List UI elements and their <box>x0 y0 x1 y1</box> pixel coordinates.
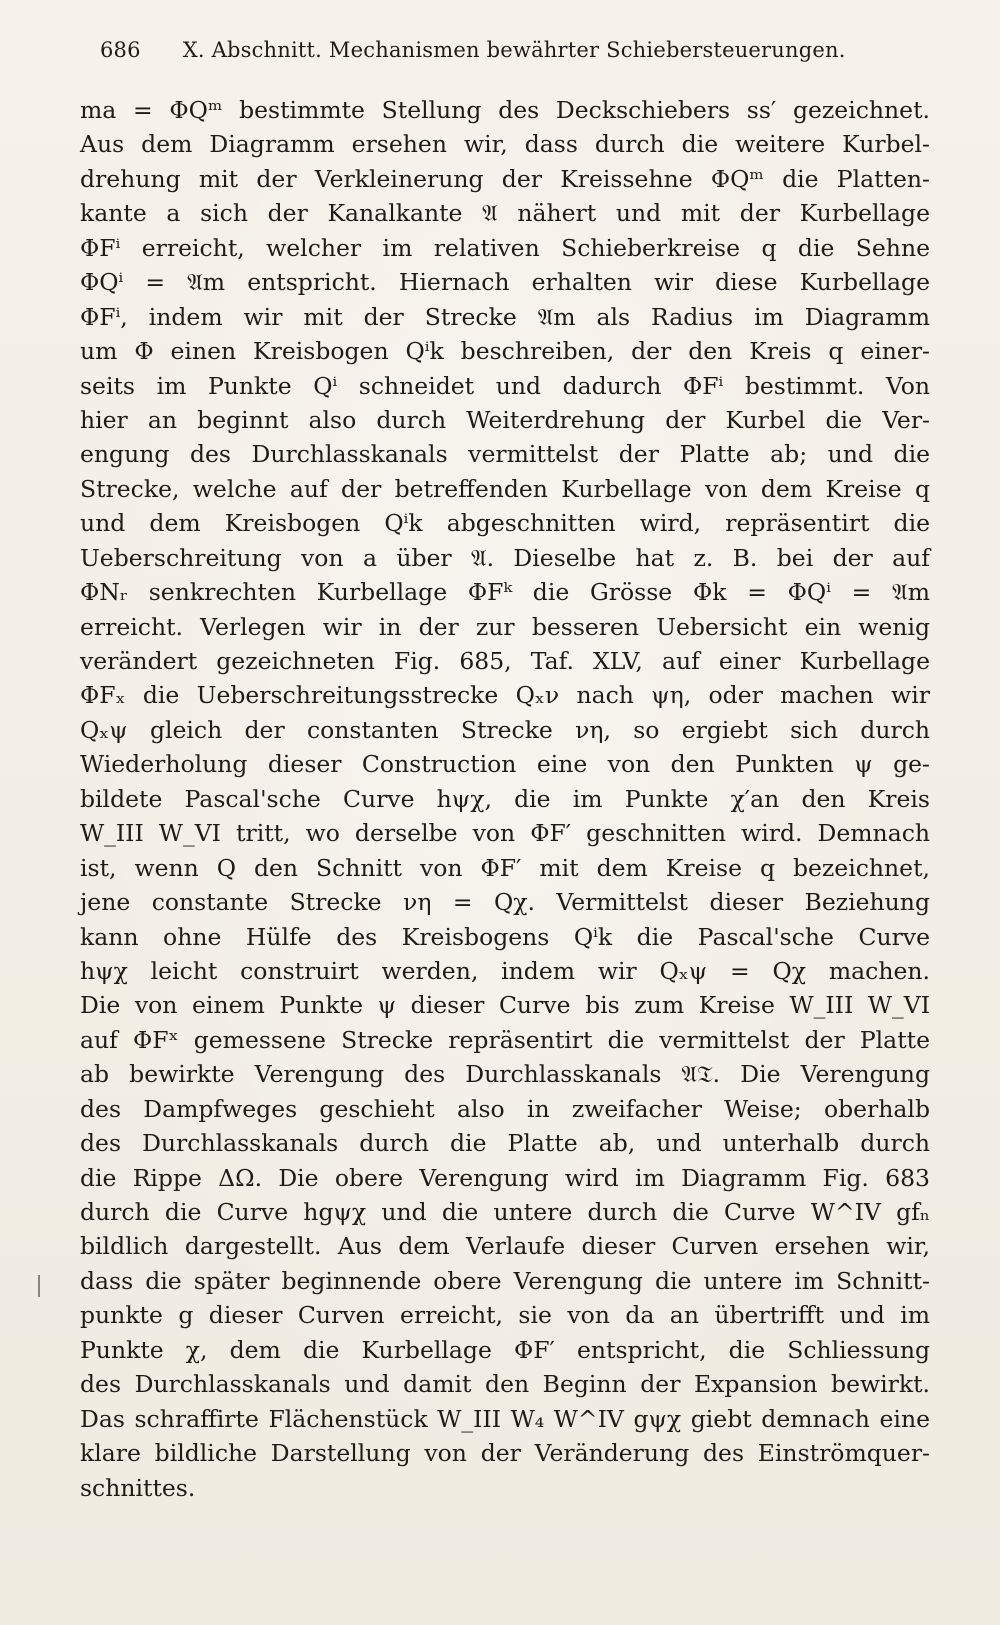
text-line: Das schraffirte Flächenstück W_III W₄ W^IV gψχ giebt demnach eine <box>80 1404 930 1433</box>
text-line: ΦQⁱ = 𝔄m entspricht. Hiernach erhalten wir diese Kurbellage <box>80 268 930 297</box>
text-line: verändert gezeichneten Fig. 685, Taf. XLV, auf einer Kurbellage <box>80 647 930 675</box>
text-line: ΦFⁱ, indem wir mit der Strecke 𝔄m als Radius im Diagramm <box>80 302 930 331</box>
text-line: ΦFⁱ erreicht, welcher im relativen Schieberkreise q die Sehne <box>80 233 930 262</box>
text-line: auf ΦFˣ gemessene Strecke repräsentirt die vermittelst der Platte <box>80 1025 930 1054</box>
text-line: punkte g dieser Curven erreicht, sie von da an übertrifft und im <box>80 1301 930 1330</box>
text-line: Wiederholung dieser Construction eine von den Punkten ψ ge- <box>80 750 930 779</box>
body-text <box>80 93 930 1505</box>
text-line: bildete Pascal'sche Curve hψχ, die im Punkte χ′an den Kreis <box>80 784 930 813</box>
margin-mark <box>38 1275 40 1297</box>
text-line: schnittes. <box>80 1473 196 1502</box>
text-line: ΦNᵣ senkrechten Kurbellage ΦFᵏ die Grösse Φk = ΦQⁱ = 𝔄m <box>80 578 930 607</box>
text-line: ma = ΦQᵐ bestimmte Stellung des Deckschiebers ss′ gezeichnet. <box>80 96 930 124</box>
text-line: des Durchlasskanals und damit den Beginn der Expansion bewirkt. <box>80 1370 930 1399</box>
text-line: klare bildliche Darstellung von der Veränderung des Einströmquer- <box>80 1439 930 1468</box>
text-line: Die von einem Punkte ψ dieser Curve bis zum Kreise W_III W_VI <box>80 991 930 1020</box>
text-line: kante a sich der Kanalkante 𝔄 nähert und mit der Kurbellage <box>80 199 930 228</box>
text-line: ab bewirkte Verengung des Durchlasskanals 𝔄𝔗. Die Verengung <box>80 1060 930 1089</box>
text-line: um Φ einen Kreisbogen Qⁱk beschreiben, der den Kreis q einer- <box>80 337 930 366</box>
text-line: kann ohne Hülfe des Kreisbogens Qⁱk die Pascal'sche Curve <box>80 922 930 951</box>
text-line: seits im Punkte Qⁱ schneidet und dadurch ΦFⁱ bestimmt. Von <box>80 371 930 400</box>
text-line: des Durchlasskanals durch die Platte ab, und unterhalb durch <box>80 1129 930 1158</box>
text-line: drehung mit der Verkleinerung der Kreissehne ΦQᵐ die Platten- <box>80 164 930 193</box>
text-line: erreicht. Verlegen wir in der zur besseren Uebersicht ein wenig <box>80 612 930 641</box>
text-line: jene constante Strecke νη = Qχ. Vermittelst dieser Beziehung <box>80 888 930 917</box>
text-line: hier an beginnt also durch Weiterdrehung der Kurbel die Ver- <box>80 405 930 434</box>
text-line: ΦFₓ die Ueberschreitungsstrecke Qₓν nach ψη, oder machen wir <box>80 681 930 710</box>
text-line: Strecke, welche auf der betreffenden Kurbellage von dem Kreise q <box>80 474 930 503</box>
text-line: dass die später beginnende obere Verengung die untere im Schnitt- <box>80 1266 930 1295</box>
running-title: X. Abschnitt. Mechanismen bewährter Schiebersteuerungen. <box>182 38 846 62</box>
text-line: durch die Curve hgψχ und die untere durch die Curve W^IV gfₙ <box>80 1198 930 1226</box>
text-line: des Dampfweges geschieht also in zweifacher Weise; oberhalb <box>80 1094 930 1123</box>
text-line: hψχ leicht construirt werden, indem wir Qₓψ = Qχ machen. <box>80 956 930 985</box>
text-line: die Rippe ΔΩ. Die obere Verengung wird im Diagramm Fig. 683 <box>80 1163 930 1192</box>
text-line: und dem Kreisbogen Qⁱk abgeschnitten wird, repräsentirt die <box>80 509 930 538</box>
text-line: Aus dem Diagramm ersehen wir, dass durch die weitere Kurbel- <box>80 130 930 159</box>
text-line: ist, wenn Q den Schnitt von ΦF′ mit dem Kreise q bezeichnet, <box>80 853 930 882</box>
text-line: Qₓψ gleich der constanten Strecke νη, so ergiebt sich durch <box>80 715 930 744</box>
text-line: engung des Durchlasskanals vermittelst der Platte ab; und die <box>80 440 930 469</box>
page-header <box>100 38 920 62</box>
text-line: Punkte χ, dem die Kurbellage ΦF′ entspricht, die Schliessung <box>80 1335 930 1364</box>
text-line: Ueberschreitung von a über 𝔄. Dieselbe hat z. B. bei der auf <box>80 543 930 572</box>
text-line: bildlich dargestellt. Aus dem Verlaufe dieser Curven ersehen wir, <box>80 1232 930 1261</box>
text-line: W_III W_VI tritt, wo derselbe von ΦF′ geschnitten wird. Demnach <box>80 819 930 848</box>
page-number: 686 <box>100 38 141 62</box>
